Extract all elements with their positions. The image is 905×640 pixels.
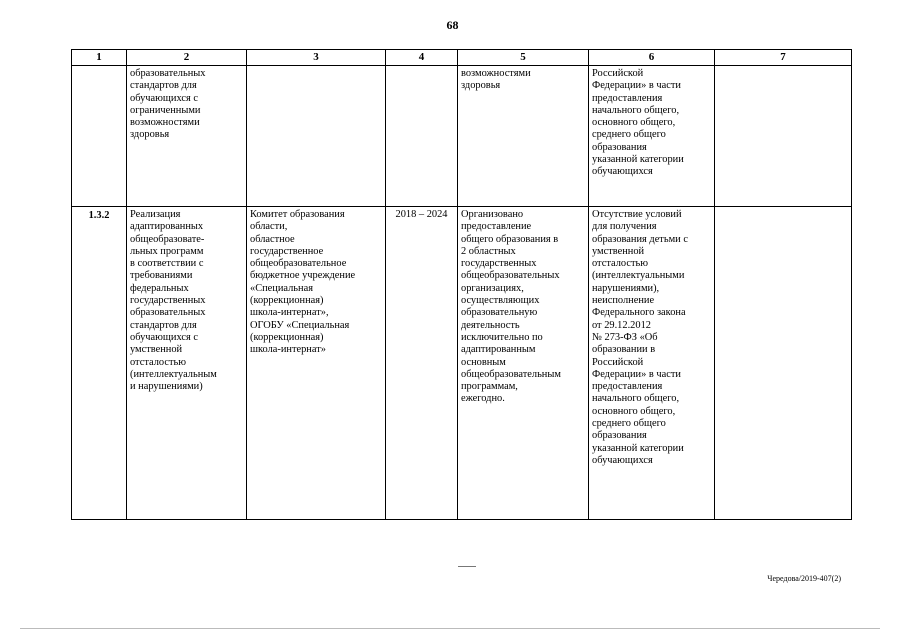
- cell-consequences: [589, 66, 715, 207]
- header-col-6: 6: [589, 50, 715, 66]
- header-col-7: 7: [715, 50, 852, 66]
- cell-period: 2018 – 2024: [386, 207, 458, 520]
- table-row: [72, 66, 852, 207]
- header-col-2: 2: [127, 50, 247, 66]
- cell-result: [458, 207, 589, 520]
- cell-executor: [247, 207, 386, 520]
- cell-executor: [247, 66, 386, 207]
- table-row: [72, 207, 852, 520]
- cell-measure-text: образовательных стандартов для обучающихся с ограниченными возможностями здоровья: [130, 68, 206, 141]
- cell-measure: [127, 66, 247, 207]
- cell-consequences-text: Российской Федерации» в части предоставления начального общего, основного общего, среднего общего образования указанной категории обучающихся: [592, 68, 684, 178]
- header-col-4: 4: [386, 50, 458, 66]
- cell-consequences: [589, 207, 715, 520]
- cell-note: [715, 207, 852, 520]
- cell-measure-text: Реализация адаптированных общеобразовате- льных программ в соответствии с требованиями федеральных государственных образовательных стандартов для обучающихся с умственной отсталостью (интеллектуальным и нарушениями): [130, 209, 217, 393]
- cell-measure: [127, 207, 247, 520]
- cell-consequences-text: Отсутствие условий для получения образования детьми с умственной отсталостью (интеллектуальными нарушениями), неисполнение Федерального закона от 29.12.2012 № 273-ФЗ «Об образовании в Российской Федерации» в части предоставления начального общего, основного общего, среднего общего образования указанной категории обучающихся: [592, 209, 688, 466]
- cell-number: 1.3.2: [72, 207, 127, 520]
- footer-document-code: Чередова/2019-407(2): [767, 574, 841, 583]
- table-header-row: [72, 50, 852, 66]
- cell-result-text: Организовано предоставление общего образования в 2 областных государственных общеобразовательных организациях, осуществляющих образовательную деятельность исключительно по адаптированным основным общеобразовательным программам, ежегодно.: [461, 209, 561, 405]
- scan-artifact-mark: [458, 566, 476, 567]
- cell-note: [715, 66, 852, 207]
- scan-bottom-edge: [20, 628, 880, 629]
- page-number: 68: [446, 18, 459, 32]
- cell-result: [458, 66, 589, 207]
- cell-executor-text: Комитет образования области, областное государственное общеобразовательное бюджетное учреждение «Специальная (коррекционная) школа-интернат», ОГОБУ «Специальная (коррекционная) школа-интернат»: [250, 209, 356, 356]
- cell-period: [386, 66, 458, 207]
- cell-result-text: возможностями здоровья: [461, 68, 531, 92]
- header-col-1: 1: [72, 50, 127, 66]
- cell-number: [72, 66, 127, 207]
- header-col-5: 5: [458, 50, 589, 66]
- header-col-3: 3: [247, 50, 386, 66]
- document-table: [71, 49, 852, 520]
